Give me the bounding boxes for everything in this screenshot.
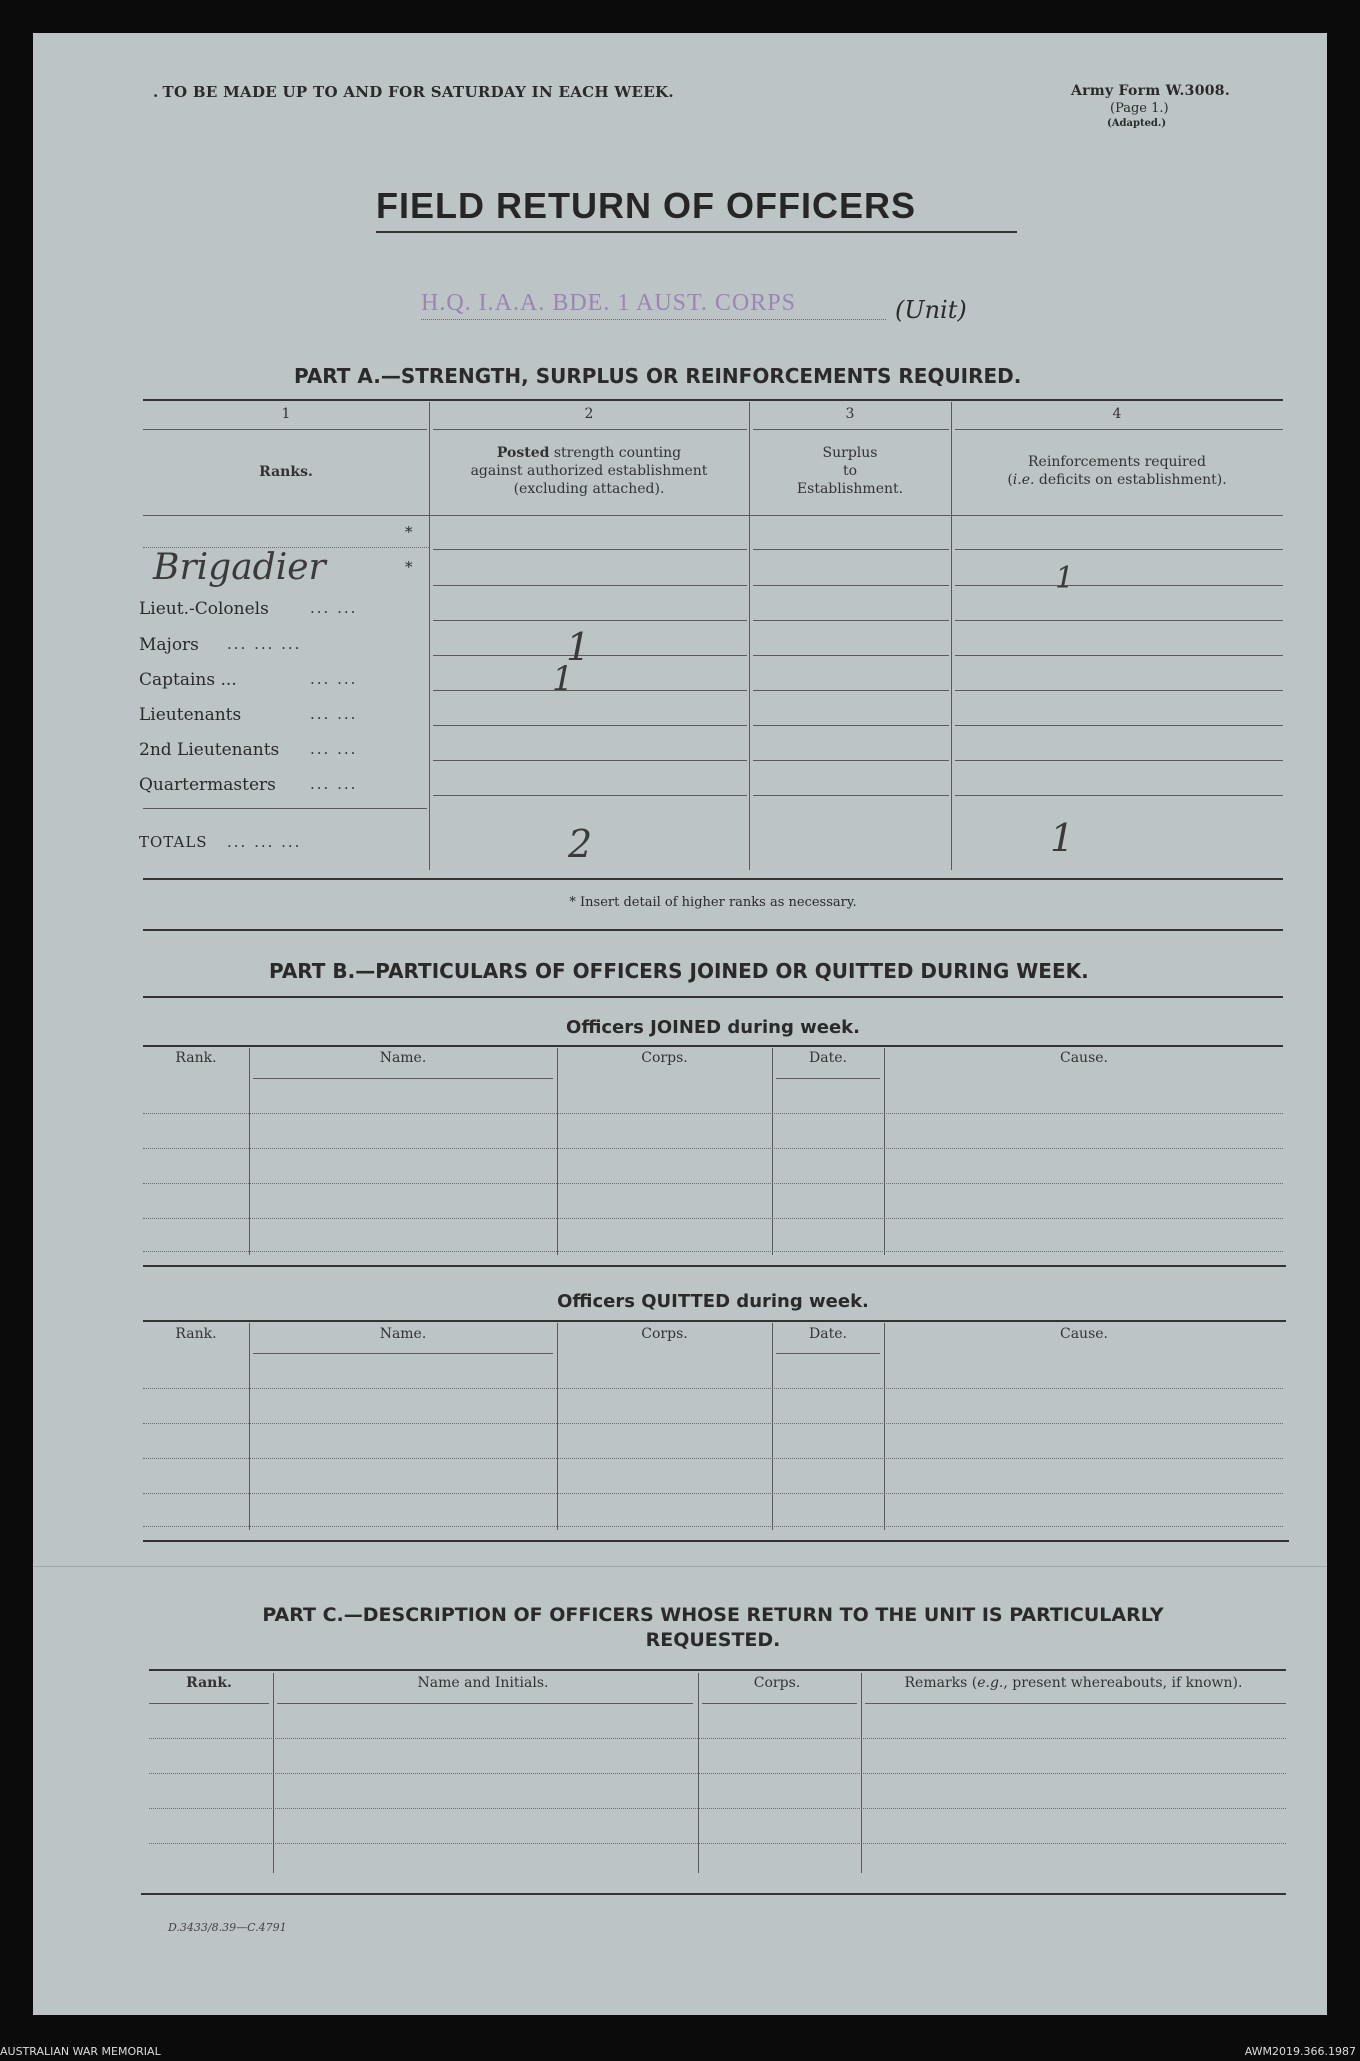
quitted-col-cause: Cause. — [1060, 1326, 1108, 1342]
quitted-row-rule — [143, 1458, 1283, 1459]
joined-col-rank: Rank. — [175, 1050, 217, 1066]
joined-col-cause: Cause. — [1060, 1050, 1108, 1066]
totals-posted-value: 2 — [568, 822, 593, 866]
page-number: (Page 1.) — [1110, 101, 1169, 116]
totals-dots: ... ... ... — [227, 833, 302, 851]
row-rule — [433, 760, 747, 761]
joined-row-rule — [143, 1183, 1283, 1184]
instruction-text: . TO BE MADE UP TO AND FOR SATURDAY IN EACH WEEK. — [153, 83, 674, 101]
row-rule — [955, 725, 1283, 726]
joined-row-rule — [776, 1078, 880, 1079]
rank-row-dots: ... ... — [310, 775, 358, 793]
part-c-row-rule — [149, 1703, 269, 1704]
part-c-row-rule — [149, 1843, 1286, 1844]
joined-col-divider — [772, 1048, 773, 1255]
part-c-top-rule — [149, 1669, 1286, 1671]
quitted-col-divider — [772, 1323, 773, 1530]
quitted-row-rule — [143, 1388, 1283, 1389]
joined-row-rule — [143, 1113, 1283, 1114]
header-bottom-rule — [143, 515, 1283, 516]
joined-top-rule — [143, 1045, 1283, 1047]
captains-posted-value: 1 — [552, 659, 574, 699]
row-rule — [753, 725, 949, 726]
row-rule — [753, 620, 949, 621]
asterisk-mark: * — [405, 558, 413, 576]
col-surplus-header: Surplus to Establishment. — [796, 445, 904, 497]
rank-row-dots: ... ... — [310, 599, 358, 617]
numrow-rule — [753, 429, 949, 430]
asterisk-mark: * — [405, 523, 413, 541]
brigadier-reinforcements-value: 1 — [1055, 561, 1075, 596]
row-rule — [433, 549, 747, 550]
part-b-top-rule — [143, 929, 1283, 931]
part-a-bottom-rule — [143, 878, 1283, 880]
row-rule — [955, 760, 1283, 761]
numrow-rule — [433, 429, 747, 430]
row-rule — [955, 690, 1283, 691]
handwritten-rank-brigadier: Brigadier — [153, 547, 326, 588]
quitted-row-rule — [253, 1353, 553, 1354]
row-rule — [753, 655, 949, 656]
totals-reinforcements-value: 1 — [1050, 816, 1075, 860]
unit-stamp: H.Q. I.A.A. BDE. 1 AUST. CORPS — [421, 290, 796, 316]
part-c-row-rule — [865, 1703, 1286, 1704]
rank-row-label: Majors — [139, 635, 199, 655]
row-rule — [753, 760, 949, 761]
rank-row-dots: ... ... ... — [227, 635, 302, 653]
row-rule — [433, 690, 747, 691]
watermark-right: AWM2019.366.1987 — [1244, 2045, 1356, 2058]
part-a-heading: PART A.—STRENGTH, SURPLUS OR REINFORCEMENTS REQUIRED. — [294, 364, 1022, 388]
adapted-label: (Adapted.) — [1107, 118, 1167, 129]
row-rule — [753, 549, 949, 550]
quitted-col-rank: Rank. — [175, 1326, 217, 1342]
col-posted-header: Posted strength counting against authorized establishment (excluding attached). — [470, 445, 708, 497]
row-rule — [955, 549, 1283, 550]
numrow-rule — [143, 429, 427, 430]
row-rule — [955, 655, 1283, 656]
page-title: FIELD RETURN OF OFFICERS — [376, 185, 916, 226]
row-rule — [753, 795, 949, 796]
fold-line — [33, 1566, 1327, 1567]
title-underline — [376, 231, 1017, 233]
row-rule — [433, 620, 747, 621]
rank-row-dots: ... ... — [310, 670, 358, 688]
joined-row-rule — [143, 1218, 1283, 1219]
print-code: D.3433/8.39—C.4791 — [168, 1921, 287, 1934]
rank-row-dots: ... ... — [310, 740, 358, 758]
rank-row-label: Lieutenants — [139, 705, 242, 725]
row-rule — [433, 725, 747, 726]
unit-line — [421, 319, 886, 320]
joined-col-date: Date. — [809, 1050, 847, 1066]
totals-label: TOTALS — [139, 833, 208, 851]
rank-row-dots: ... ... — [310, 705, 358, 723]
row-rule — [753, 585, 949, 586]
joined-title: Officers JOINED during week. — [566, 1017, 860, 1038]
part-a-footnote: * Insert detail of higher ranks as necessary. — [569, 895, 857, 910]
col-number-1: 1 — [281, 406, 291, 422]
quitted-col-divider — [557, 1323, 558, 1530]
quitted-col-divider — [249, 1323, 250, 1530]
part-c-heading: PART C.—DESCRIPTION OF OFFICERS WHOSE RETURN TO THE UNIT IS PARTICULARLY REQUESTED. — [262, 1604, 1164, 1651]
rank-row-label: Captains ... — [139, 670, 237, 690]
part-c-col-corps: Corps. — [753, 1675, 801, 1691]
quitted-col-divider — [884, 1323, 885, 1530]
quitted-col-name: Name. — [379, 1326, 427, 1342]
quitted-row-rule — [143, 1423, 1283, 1424]
quitted-title: Officers QUITTED during week. — [557, 1291, 869, 1312]
row-rule — [753, 690, 949, 691]
part-c-row-rule — [149, 1738, 1286, 1739]
rank-row-label: Lieut.-Colonels — [139, 599, 269, 619]
joined-row-rule — [143, 1148, 1283, 1149]
row-rule — [433, 585, 747, 586]
col-ranks-header: Ranks. — [259, 464, 313, 480]
joined-col-corps: Corps. — [641, 1050, 688, 1066]
part-c-col-rank: Rank. — [186, 1675, 232, 1691]
rank-row-label: Quartermasters — [139, 775, 276, 795]
joined-col-divider — [249, 1048, 250, 1255]
quitted-bottom-rule — [143, 1540, 1289, 1542]
majors-posted-value: 1 — [566, 625, 591, 669]
row-rule — [955, 795, 1283, 796]
quitted-row-rule — [143, 1493, 1283, 1494]
quitted-col-corps: Corps. — [641, 1326, 688, 1342]
joined-bottom-rule — [143, 1265, 1286, 1267]
rank-row-label: 2nd Lieutenants — [139, 740, 280, 760]
quitted-col-date: Date. — [809, 1326, 847, 1342]
row-rule — [955, 620, 1283, 621]
col-number-2: 2 — [584, 406, 594, 422]
quitted-row-rule — [776, 1353, 880, 1354]
col-reinforcements-header: Reinforcements required (i.e. deficits on establishment). — [1007, 454, 1227, 488]
col-number-4: 4 — [1112, 406, 1122, 422]
joined-col-name: Name. — [379, 1050, 427, 1066]
col-number-3: 3 — [845, 406, 855, 422]
quitted-top-rule — [143, 1320, 1286, 1322]
quitted-row-rule — [143, 1526, 1283, 1527]
part-c-row-rule — [149, 1773, 1286, 1774]
joined-row-rule — [143, 1251, 1283, 1252]
numrow-rule — [955, 429, 1283, 430]
row-rule — [433, 795, 747, 796]
part-c-row-rule — [149, 1808, 1286, 1809]
part-c-col-name: Name and Initials. — [417, 1675, 549, 1691]
form-number: Army Form W.3008. — [1071, 83, 1230, 99]
row-rule — [955, 585, 1283, 586]
part-b-rule — [143, 996, 1283, 998]
joined-row-rule — [253, 1078, 553, 1079]
unit-label: (Unit) — [895, 296, 967, 324]
joined-col-divider — [557, 1048, 558, 1255]
joined-col-divider — [884, 1048, 885, 1255]
totals-top-rule — [143, 808, 427, 809]
part-b-heading: PART B.—PARTICULARS OF OFFICERS JOINED OR QUITTED DURING WEEK. — [269, 959, 1089, 983]
part-c-row-rule — [277, 1703, 693, 1704]
watermark-left: AUSTRALIAN WAR MEMORIAL — [0, 2045, 161, 2058]
form-page — [33, 33, 1327, 2015]
part-c-row-rule — [702, 1703, 857, 1704]
part-c-bottom-rule — [141, 1893, 1286, 1895]
part-a-top-rule — [143, 399, 1283, 401]
part-c-col-remarks: Remarks (e.g., present whereabouts, if known). — [904, 1675, 1243, 1691]
row-rule — [143, 547, 429, 548]
